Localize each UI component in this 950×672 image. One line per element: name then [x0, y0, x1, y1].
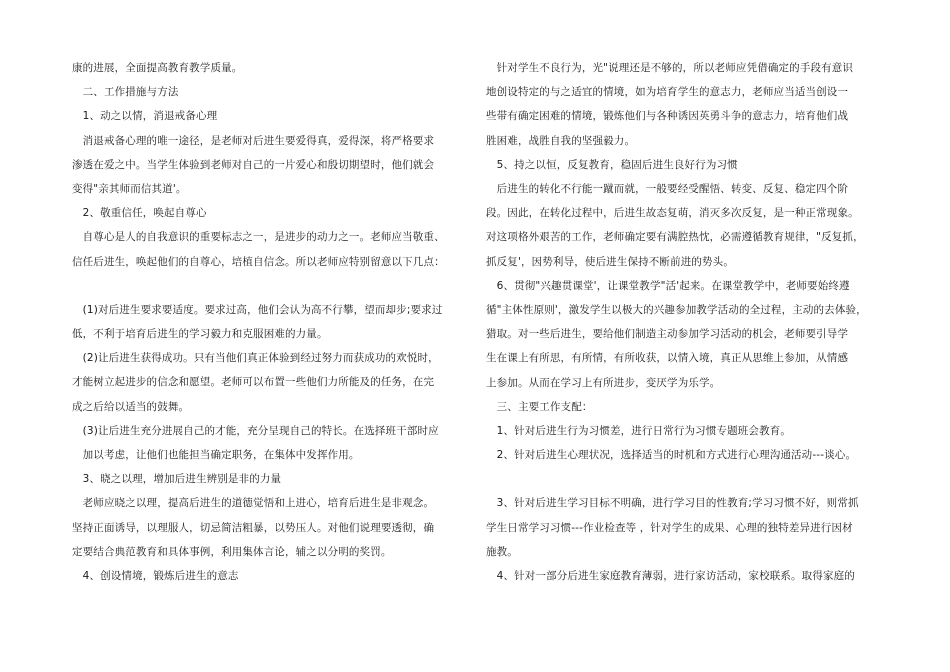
left-column-line: 4、创设情境，锻炼后进生的意志	[72, 570, 239, 583]
left-column-line: 变得"亲其师而信其道'。	[72, 183, 187, 196]
left-column-line: 3、晓之以理，增加后进生辨别是非的力量	[72, 473, 282, 486]
left-column-line: (1)对后进生要求要适度。要求过高，他们会认为高不行攀，望而却步;要求过	[72, 303, 443, 316]
left-column-line: 信任后进生，唤起他们的自尊心，培植自信念。所以老师应特别留意以下几点：	[72, 255, 445, 268]
right-column-line: 4、针对一部分后进生家庭教育薄弱，进行家访活动，家校联系。取得家庭的	[486, 570, 855, 583]
left-text-column	[72, 56, 470, 588]
left-column-line: 自尊心是人的自我意识的重要标志之一，是进步的动力之一。老师应当敬重、	[72, 231, 445, 244]
left-column-line	[72, 274, 470, 298]
left-column-line: 才能树立起进步的信念和愿望。老师可以布置一些他们力所能及的任务，在完	[72, 376, 435, 389]
right-column-line: 段。因此，在转化过程中，后进生故态复萌，消灭多次反复，是一种正常现象。	[486, 207, 859, 220]
left-column-line: 坚持正面诱导，以理服人，切忌简洁粗暴，以势压人。对他们说理要透彻，确	[72, 521, 435, 534]
left-column-line: 1、动之以情，消退戒备心理	[72, 110, 218, 123]
left-column-line: 老师应晓之以理，提高后进生的道德觉悟和上进心，培育后进生是非观念。	[72, 497, 435, 510]
left-column-line: 二、工作措施与方法	[72, 86, 179, 99]
right-text-column	[486, 56, 884, 588]
right-column-line: 针对学生不良行为，光"说理还是不够的，所以老师应凭借确定的手段有意识	[486, 62, 854, 74]
left-column-line: 2、敬重信任，唤起自尊心	[72, 207, 207, 220]
right-column-line: 1、针对后进生行为习惯差，进行日常行为习惯专题班会教育。	[486, 425, 792, 438]
left-column-line: 加以考虑，让他们也能担当确定职务，在集体中发挥作用。	[72, 449, 360, 462]
right-column-line: 地创设特定的与之适宜的情境，如为培育学生的意志力，老师应当适当创设一	[486, 86, 849, 99]
right-column-line: 5、持之以恒，反复教育，稳固后进生良好行为习惯	[486, 158, 738, 171]
left-column-line: 渗透在爱之中。当学生体验到老师对自己的一片爱心和殷切期望时，他们就会	[72, 158, 435, 171]
left-column-line: 低，不利于培育后进生的学习毅力和克服困难的力量。	[72, 328, 328, 341]
right-column-line: 施教。	[486, 545, 518, 558]
right-column-line: 学生日常学习习惯---作业检查等 ，针对学生的成果、心理的独特差异进行因材	[486, 521, 853, 534]
right-column-line: 6、贯彻"兴趣贯课堂'，让课堂教学"活'起来。在课堂教学中，老师要始终遵	[486, 279, 850, 292]
left-column-line: 定要结合典范教育和具体事例，利用集体言论，辅之以分明的奖罚。	[72, 545, 392, 558]
left-column-line: (2)让后进生获得成功。只有当他们真正体验到经过努力而获成功的欢悦时，	[72, 352, 439, 365]
right-column-line: 后进生的转化不行能一蹴而就，一般要经受醒悟、转变、反复、稳定四个阶	[486, 183, 849, 196]
right-column-line: 抓反复'，因势利导，使后进生保持不断前进的势头。	[486, 255, 734, 268]
right-column-line: 三、主要工作支配：	[486, 400, 593, 413]
right-column-line: 上参加。从而在学习上有所进步，变厌学为乐学。	[486, 376, 721, 389]
left-column-line: (3)让后进生充分进展自己的才能，充分呈现自己的特长。在选择班干部时应	[72, 424, 439, 437]
right-column-line: 猎取。对一些后进生，要给他们制造主动参加学习活动的机会，老师要引导学	[486, 328, 849, 341]
left-column-line: 康的进展，全面提高教育教学质量。	[72, 62, 243, 74]
right-column-line: 胜困难，战胜自我的坚强毅力。	[486, 134, 636, 147]
left-column-line: 消退戒备心理的唯一途径，是老师对后进生要爱得真，爱得深，将严格要求	[72, 134, 435, 147]
right-column-line: 2、针对后进生心理状况，选择适当的时机和方式进行心理沟通活动---谈心。	[486, 449, 857, 462]
right-column-line: 生在课上有所思，有所情，有所收获，以情入境，真正从思维上参加，从情感	[486, 352, 849, 365]
right-column-line	[486, 467, 884, 491]
right-column-line: 对这项格外艰苦的工作，老师确定要有满腔热忱，必需遵循教育规律，"反复抓，	[486, 231, 864, 244]
right-column-line: 些带有确定困难的情境，锻炼他们与各种诱因英勇斗争的意志力，培育他们战	[486, 110, 849, 123]
right-column-line: 3、针对后进生学习目标不明确，进行学习目的性教育;学习习惯不好，则常抓	[486, 497, 859, 510]
right-column-line: 循"主体性原则'，激发学生以极大的兴趣参加教学活动的全过程，主动的去体验，	[486, 304, 867, 317]
left-column-line: 成之后给以适当的鼓舞。	[72, 400, 190, 413]
